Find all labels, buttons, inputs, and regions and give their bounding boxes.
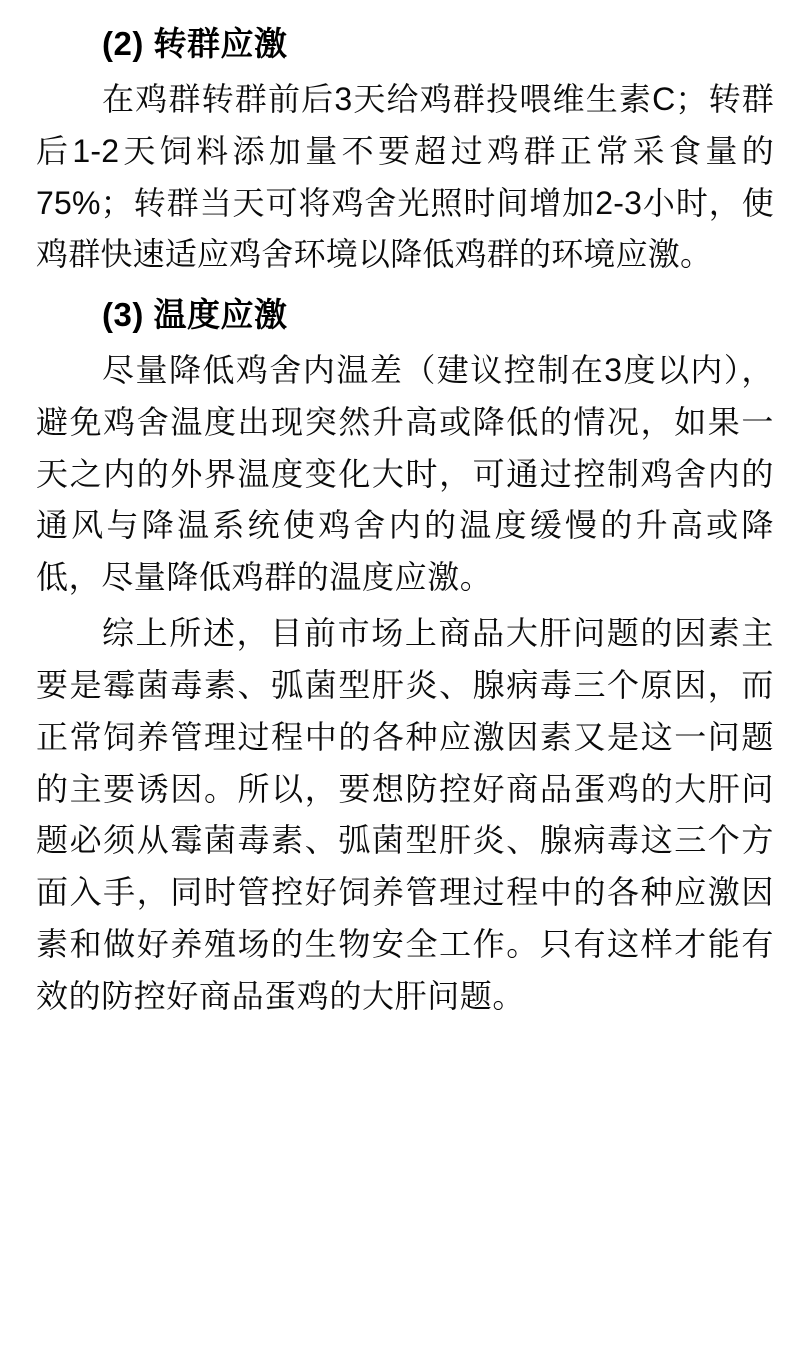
paragraph-transfer-stress: 在鸡群转群前后3天给鸡群投喂维生素C；转群后1-2天饲料添加量不要超过鸡群正常采食量的75%；转群当天可将鸡舍光照时间增加2-3小时，使鸡群快速适应鸡舍环境以降低鸡群的环境应激。	[36, 80, 774, 273]
section-heading-temperature-stress: (3) 温度应激	[102, 296, 288, 334]
section-heading-transfer-stress: (2) 转群应激	[102, 25, 288, 62]
paragraph-summary: 综上所述，目前市场上商品大肝问题的因素主要是霉菌毒素、弧菌型肝炎、腺病毒三个原因，而正常饲养管理过程中的各种应激因素又是这一问题的主要诱因。所以，要想防控好商品蛋鸡的大肝问题必须从霉菌毒素、弧菌型肝炎、腺病毒这三个方面入手，同时管控好饲养管理过程中的各种应激因素和做好养殖场的生物安全工作。只有这样才能有效的防控好商品蛋鸡的大肝问题。	[36, 615, 774, 1014]
paragraph-temperature-stress: 尽量降低鸡舍内温差（建议控制在3度以内），避免鸡舍温度出现突然升高或降低的情况，如果一天之内的外界温度变化大时，可通过控制鸡舍内的通风与降温系统使鸡舍内的温度缓慢的升高或降低，尽量降低鸡群的温度应激。	[36, 352, 774, 596]
